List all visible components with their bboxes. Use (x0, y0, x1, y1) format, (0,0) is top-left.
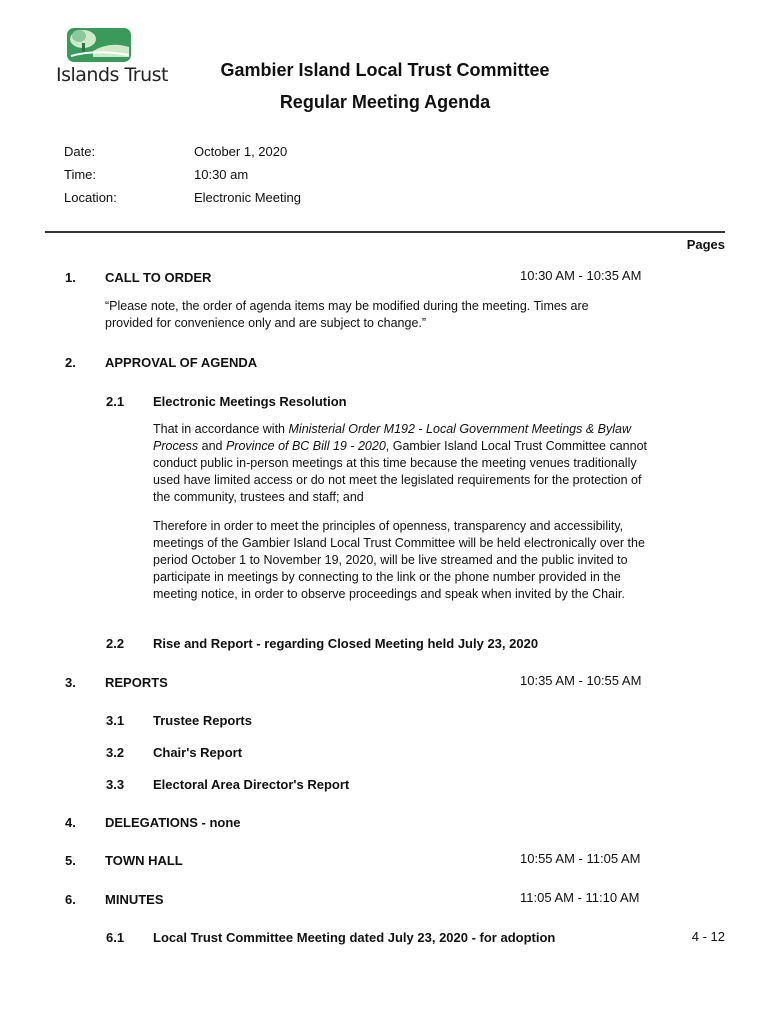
item-6-heading: MINUTES (105, 892, 164, 907)
item-3-3-number: 3.3 (106, 777, 125, 792)
resolution-paragraph-2: Therefore in order to meet the principles of openness, transparency and accessibility, meetings of the Gambier Island Local Trust Committee will be held electronically over the period October 1 to November 19, 2020, will be live streamed and the public invited to participate in meetings by connecting to the link or the phone number provided in the meeting notice, in order to observe proceedings and speak when invited by the Chair. (153, 519, 645, 601)
agenda-note: “Please note, the order of agenda items may be modified during the meeting. Times are provided for convenience only and are subject to change.” (105, 299, 589, 330)
item-2-2-heading: Rise and Report - regarding Closed Meeting held July 23, 2020 (153, 636, 539, 651)
item-2-2-number: 2.2 (106, 636, 125, 651)
item-6-time: 11:05 AM - 11:10 AM (520, 890, 640, 905)
item-2-number: 2. (65, 355, 76, 370)
item-6-1-heading: Local Trust Committee Meeting dated July 23, 2020 - for adoption (153, 930, 556, 945)
item-3-number: 3. (65, 675, 76, 690)
item-4-heading: DELEGATIONS - none (105, 815, 241, 830)
item-6-1-number: 6.1 (106, 930, 125, 945)
item-3-3-heading: Electoral Area Director's Report (153, 777, 350, 792)
item-3-1-heading: Trustee Reports (153, 713, 252, 728)
item-5-time: 10:55 AM - 11:05 AM (520, 851, 641, 866)
pages-column-header: Pages (686, 237, 725, 252)
item-3-1-number: 3.1 (106, 713, 125, 728)
item-4-number: 4. (65, 815, 76, 830)
item-5-number: 5. (65, 853, 76, 868)
location-label: Location: (64, 190, 117, 205)
resolution-paragraph-1: That in accordance with Ministerial Order M192 - Local Government Meetings & Bylaw Process and Province of BC Bill 19 - 2020, Gambier Island Local Trust Committee cannot conduct public in-person meetings at this time because the meeting venues traditionally used have limited access or do not meet the legislated requirements for the protection of the community, trustees and staff; and (153, 422, 648, 504)
location-value: Electronic Meeting (194, 190, 301, 205)
page-title: Gambier Island Local Trust Committee (220, 60, 550, 80)
item-1-time: 10:30 AM - 10:35 AM (520, 268, 642, 283)
item-1-heading: CALL TO ORDER (105, 270, 212, 285)
logo-text: Islands Trust (56, 64, 168, 86)
item-2-1-heading: Electronic Meetings Resolution (153, 394, 347, 409)
item-2-1-number: 2.1 (106, 394, 125, 409)
item-1-number: 1. (65, 270, 76, 285)
item-3-2-heading: Chair's Report (153, 745, 243, 760)
page-subtitle: Regular Meeting Agenda (279, 92, 491, 112)
item-5-heading: TOWN HALL (105, 853, 183, 868)
tree-island-icon (55, 25, 150, 65)
item-3-2-number: 3.2 (106, 745, 125, 760)
date-label: Date: (64, 144, 96, 159)
date-value: October 1, 2020 (194, 144, 288, 159)
time-label: Time: (64, 167, 97, 182)
item-2-heading: APPROVAL OF AGENDA (105, 355, 258, 370)
item-3-heading: REPORTS (105, 675, 168, 690)
item-3-time: 10:35 AM - 10:55 AM (520, 673, 642, 688)
divider (45, 231, 725, 233)
item-6-1-pages: 4 - 12 (691, 929, 725, 944)
time-value: 10:30 am (194, 167, 249, 182)
item-6-number: 6. (65, 892, 76, 907)
